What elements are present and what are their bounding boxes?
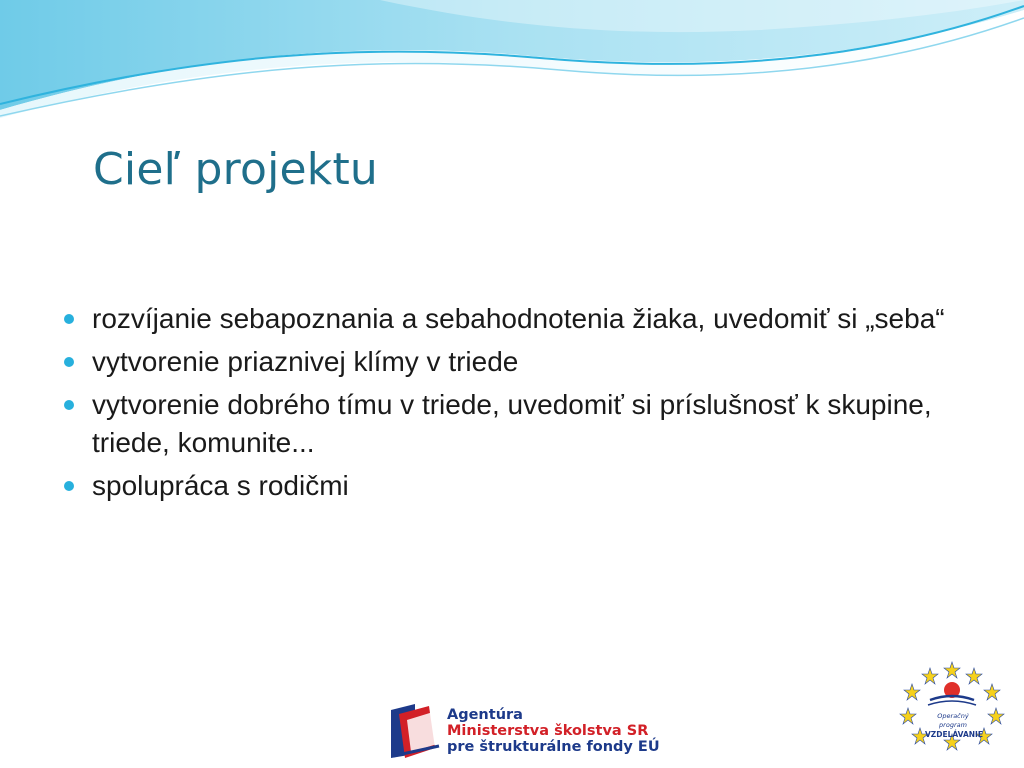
bullet-text: rozvíjanie sebapoznania a sebahodnotenia žiaka, uvedomiť si „seba“ xyxy=(92,303,945,334)
agency-logo xyxy=(383,698,665,764)
bullet-item xyxy=(63,300,973,338)
agency-line-2: Ministerstva školstva SR xyxy=(447,723,649,739)
bullet-dot-icon xyxy=(64,400,74,410)
agency-name xyxy=(447,707,660,755)
book-emblem-icon xyxy=(385,700,445,762)
agency-line-3: pre štrukturálne fondy EÚ xyxy=(447,739,660,755)
program-line-2: VZDELÁVANIE xyxy=(925,730,983,739)
bullet-text: spolupráca s rodičmi xyxy=(92,470,349,501)
header-wave-decoration xyxy=(0,0,1024,120)
program-line-1: Operačný program xyxy=(937,712,969,729)
program-caption xyxy=(925,712,981,739)
bullet-item xyxy=(63,467,973,505)
bullet-item xyxy=(63,343,973,381)
bullet-text: vytvorenie dobrého tímu v triede, uvedomiť si príslušnosť k skupine, triede, komunite... xyxy=(92,389,932,458)
bullet-dot-icon xyxy=(64,314,74,324)
bullet-dot-icon xyxy=(64,357,74,367)
bullet-text: vytvorenie priaznivej klímy v triede xyxy=(92,346,519,377)
agency-line-1: Agentúra xyxy=(447,707,523,723)
bullet-dot-icon xyxy=(64,481,74,491)
slide-title: Cieľ projektu xyxy=(93,144,378,195)
bullet-item xyxy=(63,386,973,462)
bullet-list xyxy=(63,300,973,510)
